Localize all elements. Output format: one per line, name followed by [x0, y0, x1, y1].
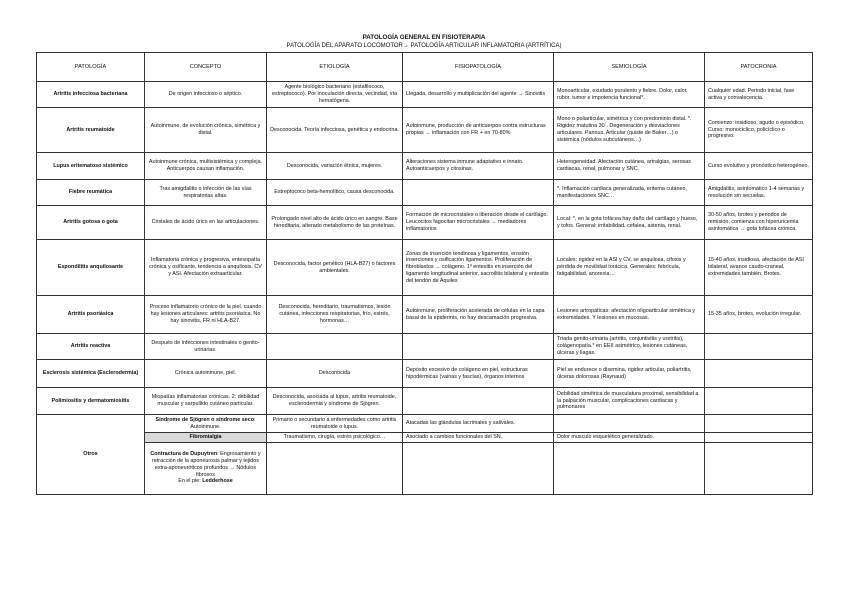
cell-otros: Otros [37, 415, 145, 495]
cell-semiologia: Heterogeneidad. Afectación cutánea, artralgias, serosas cardiacas, renal, pulmonar y SNC. [554, 153, 705, 180]
cell-fisiopatologia: Zonas de inserción tendinosa y ligamentos, erosión inserciones y osificación ligamentos. Proliferación de fibroblastos → colágeno. 1º entesitis en inserción del ligamento longitudinal anterior, sacroilitis bilateral y entesitis del tendón de Aquiles [403, 240, 554, 296]
header-patocronia: PATOCRONIA [705, 53, 813, 82]
dupuytren-concepto: : Engrosamiento y retracción de la aponeurosis palmar y tejidos extra-aponeuróticos profundos → Nódulos fibrosos [152, 451, 261, 478]
cell-etiologia: Desconocida, asociada al lupus, artritis reumatoide, esclerodermia y síndrome de Sjögren. [267, 388, 403, 415]
cell-patologia: Esclerosis sistémica (Esclerodermia) [37, 360, 145, 388]
cell-patocronia: Curso evolutivo y pronóstico heterogéneo. [705, 153, 813, 180]
cell-etiologia: Desconocida, variación étnica, mujeres. [267, 153, 403, 180]
cell-fisiopatologia: Autoinmune, producción de anticuerpos contra estructuras propias → inflamación con FR + en 70-80% [403, 108, 554, 153]
cell-etiologia: Traumatismo, cirugía, estrés psicológico… [267, 433, 403, 443]
header-semiologia: SEMIOLOGÍA [554, 53, 705, 82]
cell-etiologia: Desconocida [267, 360, 403, 388]
cell-etiologia: Primario o secundario a enfermedades como artritis reumatoide o lupus. [267, 415, 403, 433]
cell-fisiopatologia: Llegada, desarrollo y multiplicación del agente → Sinovitis [403, 82, 554, 108]
cell-etiologia: Prolongado nivel alto de ácido úrico en sangre. Base hereditaria, alterado metabolismo de las proteínas. [267, 206, 403, 240]
sjogren-concepto: : Autoinmune. [190, 416, 256, 430]
cell-patologia: Lupus eritematoso sistémico [37, 153, 145, 180]
cell-patocronia [705, 442, 813, 494]
cell-concepto: Cristales de ácido úrico en las articulaciones. [145, 206, 267, 240]
cell-patocronia [705, 334, 813, 360]
sjogren-title: Síndrome de Sjögren o síndrome seco [155, 416, 255, 423]
cell-semiologia: Locales: rigidez en la ASI y CV, se anquilosa, cifosis y pérdida de movilidad torácica. Generales: febrícula, fatigabilidad, anorexia… [554, 240, 705, 296]
cell-etiologia: Desconocida. Teoría infecciosa, genética y endocrina. [267, 108, 403, 153]
table-row [37, 240, 813, 296]
cell-patologia: Polimiositis y dermatomiositis [37, 388, 145, 415]
header-row [37, 53, 813, 82]
cell-concepto: Miopatías inflamatorias crónicas. 2: debilidad muscular y sarpullido cutáneo particular. [145, 388, 267, 415]
ledderhose-name: Ledderhose [202, 478, 233, 485]
cell-concepto: Autoinmune, de evolución crónica, simétrica y distal. [145, 108, 267, 153]
header-patologia: PATOLOGÍA [37, 53, 145, 82]
table-row-sjogren [37, 415, 813, 433]
cell-concepto: Tras amigdalitis o infección de las vías respiratorias altas. [145, 180, 267, 206]
header-fisiopatologia: FISIOPATOLOGÍA [403, 53, 554, 82]
cell-etiologia [267, 442, 403, 494]
cell-concepto: Autoinmune crónica, multisistémica y compleja. Anticuerpos causan inflamación. [145, 153, 267, 180]
cell-patocronia [705, 360, 813, 388]
table-row [37, 296, 813, 334]
cell-fisiopatologia [403, 442, 554, 494]
table-row [37, 108, 813, 153]
cell-patologia: Artritis reumatoide [37, 108, 145, 153]
cell-patocronia: 30-50 años, brotes y periodos de remisión, comienza con hiperuricemia asintomática → gota tofácea crónica. [705, 206, 813, 240]
cell-semiologia: Dolor musculo esquelético generalizado. [554, 433, 705, 443]
cell-fisiopatologia [403, 388, 554, 415]
cell-semiologia: Triada genito-urinaria (artritis, conjuntivitis y uretritis), colágenopatía.* en EEII asimétrico, lesiones cutáneas, úlceras y llagas. [554, 334, 705, 360]
ledderhose-prefix: En el pie: [178, 478, 203, 485]
cell-patocronia: Amigdalitis, asintomático 1-4 semanas y resolución sin secuelas. [705, 180, 813, 206]
cell-concepto: Crónica autoinmune, piel. [145, 360, 267, 388]
pathology-table [36, 52, 813, 495]
cell-sjogren-concepto [145, 415, 267, 433]
cell-fisiopatologia [403, 334, 554, 360]
cell-etiologia: Desconocida, hereditario, traumatismos, lesión cutánea, infecciones respiratorias, frío, estrés, hormonas… [267, 296, 403, 334]
document-title: PATOLOGÍA GENERAL EN FISIOTERAPIA [362, 34, 486, 41]
cell-fisiopatologia: Asociado a cambios funcionales del SN. [403, 433, 554, 443]
cell-concepto: Después de infecciones intestinales o genito-urinarias. [145, 334, 267, 360]
table-row [37, 334, 813, 360]
cell-fisiopatologia: Atacadas las glándulas lacrimales y salivales. [403, 415, 554, 433]
document-subtitle: PATOLOGÍA DEL APARATO LOCOMOTOR→ PATOLOGÍA ARTICULAR INFLAMATORIA (ARTRÍTICA) [286, 43, 562, 49]
cell-patologia: Espondilitis anquilosante [37, 240, 145, 296]
table-row [37, 388, 813, 415]
cell-concepto: Proceso inflamatorio crónico de la piel, cuando hay lesiones articulares: artritis psoriásica. No hay sinovitis, FR ni HLA-B27. [145, 296, 267, 334]
header-etiologia: ETIOLOGÍA [267, 53, 403, 82]
table-row-fibromialgia [37, 433, 813, 443]
cell-semiologia: Piel se endurece o disemina, rigidez articular, poliartritis, úlceras dolorosas (Raynaud) [554, 360, 705, 388]
cell-fisiopatologia: Depósito excesivo de colágeno en piel, estructuras hipodérmicas (vainas y fascias), órganos internos [403, 360, 554, 388]
cell-semiologia: Lesiones artropáticas: afectación oligoarticular simétrica y extremidades. Y lesiones en mucosas. [554, 296, 705, 334]
table-row [37, 82, 813, 108]
dupuytren-title: Contractura de Dupuytren [150, 451, 218, 458]
table-row [37, 180, 813, 206]
cell-semiologia: Local: *, en la gota tofácea hay daño del cartílago y hueso, y tofos. General: irritabilidad, cefalea, astenia, renal. [554, 206, 705, 240]
table-row-dupuytren [37, 442, 813, 494]
cell-etiologia: Estreptococo beta-hemolítico, causa desconocida. [267, 180, 403, 206]
cell-patocronia [705, 388, 813, 415]
cell-etiologia: Desconocida, factor genético (HLA-B27) o factores ambientales. [267, 240, 403, 296]
cell-fisiopatologia: Autoinmune, proliferación acelerada de células en la capa basal de la epidermis, no hay descamación progresiva. [403, 296, 554, 334]
table-row [37, 206, 813, 240]
cell-patocronia: Comienzo: insidioso, agudo o episódico. Curso: monocíclico, policíclico o progresivo. [705, 108, 813, 153]
cell-patocronia: Cualquier edad. Periodo inicial, fase activa y convalecencia. [705, 82, 813, 108]
cell-patologia: Artritis gotosa o gota [37, 206, 145, 240]
header-concepto: CONCEPTO [145, 53, 267, 82]
cell-semiologia: Debilidad simétrica de musculatura proximal, sensibilidad a la palpación muscular, complicaciones cardiacas y pulmonares [554, 388, 705, 415]
cell-patocronia [705, 415, 813, 433]
cell-etiologia [267, 334, 403, 360]
cell-etiologia: Agente biológico bacteriano (estafilococo, estreptococo). Por inoculación directa, vecindad, vía hematógena. [267, 82, 403, 108]
cell-patologia: Artritis psoriásica [37, 296, 145, 334]
table-row [37, 360, 813, 388]
cell-patocronia [705, 433, 813, 443]
table-row [37, 153, 813, 180]
cell-concepto: Inflamatoria crónica y progresiva, entesopatía crónica y osificante, tendencia a anquilosis. CV y ASI. Afectación extraarticular. [145, 240, 267, 296]
cell-semiologia [554, 415, 705, 433]
cell-semiologia: Monoarticular, exudado purulento y fiebre. Dolor, calor, rubor, tumor e impotencia funcional*. [554, 82, 705, 108]
cell-fisiopatologia [403, 180, 554, 206]
cell-semiologia: *. Inflamación cardiaca generalizada, eritema cutáneo, manifestaciones SNC… [554, 180, 705, 206]
cell-patologia: Fiebre reumática [37, 180, 145, 206]
cell-concepto: De origen infeccioso o séptico. [145, 82, 267, 108]
cell-patocronia: 15-40 años, insidiosa, afectación de ASI bilateral, avance caudo-craneal, extremidades también. Brotes. [705, 240, 813, 296]
cell-patologia: Artritis infecciosa bacteriana [37, 82, 145, 108]
cell-patologia: Artritis reactiva [37, 334, 145, 360]
cell-semiologia: Mono o poliarticular, simétrica y con predominio distal. *. Rigidez matutina 30´. Degeneración y desviaciones articulares. Pannus. Articular (quiste de Baker…) o sistémica (nódulos subcutáneos…) [554, 108, 705, 153]
cell-fisiopatologia: Alteraciones sistema inmune adaptativo e innato. Autoanticuerpos y citosinas. [403, 153, 554, 180]
cell-fisiopatologia: Formación de microcristales o liberación desde el cartílago. Leucocitos fagocitan microcristales → mediadores inflamatorios [403, 206, 554, 240]
cell-patocronia: 15-35 años, brotes, evolución irregular. [705, 296, 813, 334]
cell-dupuytren-concepto [145, 442, 267, 494]
cell-fibromialgia: Fibromialgia [145, 433, 267, 443]
document-titles [0, 34, 848, 50]
cell-semiologia [554, 442, 705, 494]
